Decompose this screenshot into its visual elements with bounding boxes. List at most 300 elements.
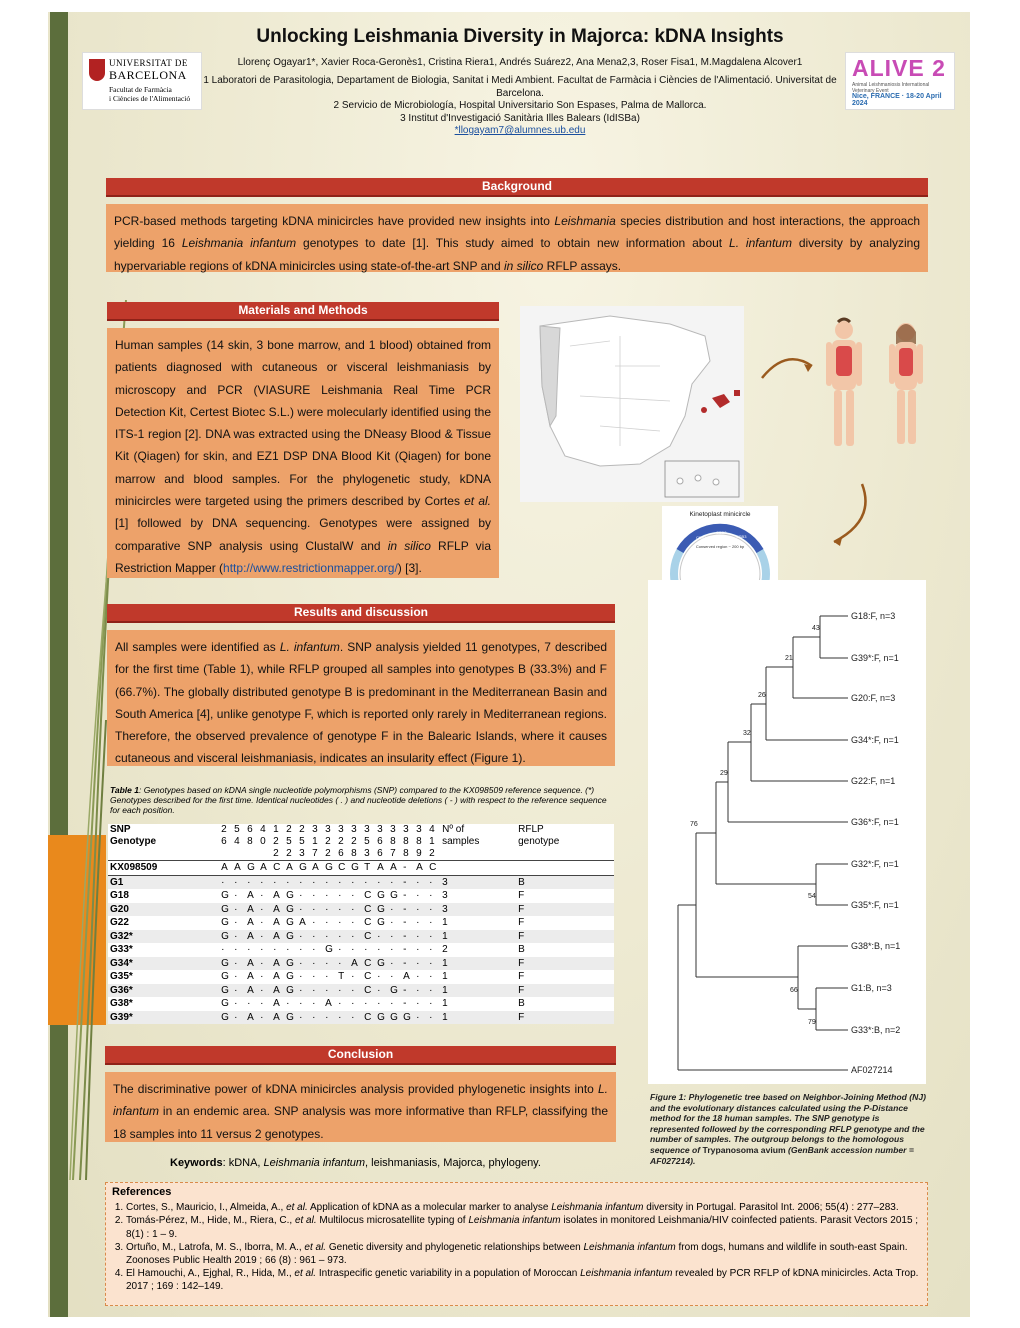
university-barcelona-logo (82, 52, 202, 110)
nucleotide-cell: · (349, 875, 362, 889)
genotype-cell: G1 (108, 875, 219, 889)
tree-leaf: G35*:F, n=1 (851, 900, 899, 910)
bootstrap-value: 76 (690, 821, 698, 828)
nucleotide-cell: · (427, 1011, 440, 1025)
nucleotide-cell: · (310, 957, 323, 971)
reference-row (108, 861, 614, 876)
nucleotide-cell: · (338, 998, 342, 1010)
table-header-position: 389 (416, 824, 422, 859)
genotype-cell: G35* (110, 971, 133, 983)
csb1-label: CSB1 (696, 535, 707, 540)
nucleotide-cell: · (429, 944, 433, 956)
table-header-position: 328 (351, 824, 357, 859)
table-header-position: 26 (221, 824, 227, 847)
nucleotide-cell: A (271, 930, 284, 944)
table-row (108, 930, 614, 944)
nucleotide-cell: · (338, 890, 342, 902)
nucleotide-cell: · (284, 875, 297, 889)
nucleotide-cell: · (390, 971, 394, 983)
genotype-cell: G20 (108, 903, 219, 917)
table-row (108, 984, 614, 998)
nucleotide-cell: A (271, 984, 284, 998)
nucleotide-cell: C (362, 984, 375, 998)
nucleotide-cell: · (349, 930, 362, 944)
nucleotide-cell: G (245, 861, 258, 876)
tree-branches (678, 616, 848, 1070)
nucleotide-cell: · (297, 957, 310, 971)
rflp-cell: F (518, 917, 525, 929)
affiliation-1: 1 Laboratori de Parasitologia, Departament de Biologia, Sanitat i Medi Ambient. Facultat de Farmàcia i Ciències de l'Alimentació. Universitat de Barcelona. (203, 75, 837, 99)
nucleotide-cell: · (297, 875, 310, 889)
nucleotide-cell: · (429, 917, 433, 929)
nucleotide-cell: C (362, 957, 375, 971)
bootstrap-value: 21 (785, 655, 793, 662)
table-row (108, 970, 614, 984)
nucleotide-cell: · (312, 998, 316, 1010)
table-row (108, 997, 614, 1011)
nucleotide-cell: · (258, 984, 271, 998)
nucleotide-cell: G (284, 903, 297, 917)
nucleotide-cell: G (219, 957, 232, 971)
nucleotide-cell: T (362, 861, 375, 876)
bootstrap-value: 66 (790, 987, 798, 994)
tree-leaf: AF027214 (851, 1065, 893, 1075)
nucleotide-cell: · (323, 903, 336, 917)
tree-leaf: G33*:B, n=2 (851, 1025, 901, 1035)
results-text: All samples were identified as L. infantum. SNP analysis yielded 11 genotypes, 7 described for the first time (Table 1), while RFLP grouped all samples into genotypes B (33.3%) and F (66.7%). The globally distributed genotype B is predominant in the Mediterranean Basin and South America [4], unlike genotype F, which is reported only rarely in Mediterranean regions. Therefore, the observed prevalence of genotype F in the Balearic Islands, where it causes cutaneous and visceral leishmaniasis, indicates an insularity effect (Figure 1). (107, 630, 615, 766)
nucleotide-cell: G (284, 930, 297, 944)
nucleotide-cell: · (388, 930, 401, 944)
nucleotide-cell: · (351, 890, 355, 902)
nucleotide-cell: · (247, 998, 251, 1010)
nucleotide-cell: A (232, 861, 245, 876)
nucleotide-cell: A (247, 917, 254, 929)
samples-cell: 1 (442, 998, 448, 1010)
keywords: Keywords: kDNA, Leishmania infantum, leishmaniasis, Majorca, phylogeny. (170, 1157, 541, 1169)
nucleotide-cell: · (362, 875, 375, 889)
reference-item: 3. Ortuño, M., Latrofa, M. S., Iborra, M. A., et al. Genetic diversity and phylogenetic relationships between Leishmania infantum from dogs, humans and wildlife in south-east Spain. Zoonoses Public Health 2019 ; 66 (8) : 961 – 973. (126, 1241, 921, 1267)
nucleotide-cell: · (351, 944, 355, 956)
nucleotide-cell: · (336, 957, 349, 971)
nucleotide-cell: · (377, 944, 381, 956)
nucleotide-cell: · (234, 890, 238, 902)
nucleotide-cell: · (349, 984, 362, 998)
bootstrap-value: 79 (808, 1019, 816, 1026)
nucleotide-cell: G (375, 903, 388, 917)
nucleotide-cell: - (401, 903, 414, 917)
ub-crest-icon (89, 59, 105, 81)
nucleotide-cell: · (312, 890, 316, 902)
spain-map (520, 306, 744, 502)
references-heading: References (112, 1186, 172, 1198)
nucleotide-cell: · (260, 890, 264, 902)
authors: Llorenç Ogayar1*, Xavier Roca-Geronès1, Cristina Riera1, Andrés Suárez2, Ana Mena2,3, Roser Fisa1, M.Magdalena Alcover1 (237, 57, 803, 68)
restriction-mapper-link[interactable]: http://www.restrictionmapper.org/ (223, 560, 398, 575)
nucleotide-cell: · (323, 957, 336, 971)
nucleotide-cell: A (273, 917, 280, 929)
alive-logo-sub: Animal Leishmaniosis International Veterinary Event (852, 82, 930, 94)
tree-leaf: G18:F, n=3 (851, 611, 896, 621)
nucleotide-cell: · (429, 971, 433, 983)
csb2-label: CSB2 (716, 530, 727, 535)
nucleotide-cell: · (390, 998, 394, 1010)
samples-cell: 1 (440, 930, 516, 944)
table-row (108, 957, 614, 971)
nucleotide-cell: · (390, 944, 394, 956)
conserved-label: Conserved region ~ 200 bp (695, 544, 745, 549)
nucleotide-cell: · (427, 984, 440, 998)
nucleotide-cell: G (297, 861, 310, 876)
nucleotide-cell: - (403, 917, 407, 929)
genotype-cell: G18 (110, 890, 129, 902)
nucleotide-cell: · (325, 890, 329, 902)
nucleotide-cell: · (416, 890, 420, 902)
reference-item: 1. Cortes, S., Mauricio, I., Almeida, A., et al. Application of kDNA as a molecular marker to analyse Leishmania infantum diversity in Portugal. Parasitol Int. 2006; 55(4) : 277–283. (126, 1201, 921, 1214)
ub-logo-line2: BARCELONA (109, 68, 187, 82)
nucleotide-cell: · (336, 903, 349, 917)
genotype-cell: G38* (110, 998, 133, 1010)
table-row (108, 903, 614, 917)
table-header-position: 40 (260, 824, 266, 847)
tree-leaf: G20:F, n=3 (851, 693, 896, 703)
nucleotide-cell: G (377, 890, 385, 902)
nucleotide-cell: · (351, 998, 355, 1010)
nucleotide-cell: · (351, 917, 355, 929)
kdna-title: Kinetoplast minicircle (689, 511, 751, 518)
bootstrap-value: 32 (743, 730, 751, 737)
nucleotide-cell: · (323, 930, 336, 944)
genotype-cell: G34* (108, 957, 219, 971)
table-header-position: 322 (325, 824, 331, 859)
conclusion-heading: Conclusion (105, 1046, 616, 1065)
ub-logo-line1: UNIVERSITAT DE (109, 58, 188, 68)
nucleotide-cell: · (375, 875, 388, 889)
affiliation-3: 3 Institut d'Investigació Sanitària Illes Balears (IdISBa) (400, 112, 640, 124)
alive-logo-place: Nice, FRANCE · 18-20 April 2024 (852, 93, 942, 107)
nucleotide-cell: G (284, 957, 297, 971)
table-row (108, 916, 614, 930)
nucleotide-cell: · (349, 903, 362, 917)
nucleotide-cell: · (232, 984, 245, 998)
nucleotide-cell: A (258, 861, 271, 876)
nucleotide-cell: · (312, 944, 316, 956)
nucleotide-cell: · (260, 944, 264, 956)
nucleotide-cell: A (271, 1011, 284, 1025)
nucleotide-cell: · (286, 998, 290, 1010)
nucleotide-cell: · (427, 930, 440, 944)
nucleotide-cell: - (401, 930, 414, 944)
samples-cell: 1 (440, 984, 516, 998)
nucleotide-cell: · (388, 903, 401, 917)
nucleotide-cell: A (325, 998, 332, 1010)
rflp-cell: B (516, 875, 614, 889)
affiliations (200, 75, 840, 125)
nucleotide-cell: · (427, 903, 440, 917)
nucleotide-cell: C (362, 930, 375, 944)
tree-bootstrap-values (690, 625, 820, 1026)
nucleotide-cell: · (416, 971, 420, 983)
nucleotide-cell: · (232, 1011, 245, 1025)
csb3-label: CSB3 (736, 534, 747, 539)
table-row (108, 889, 614, 903)
nucleotide-cell: · (258, 957, 271, 971)
tree-leaf: G38*:B, n=1 (851, 941, 901, 951)
nucleotide-cell: · (390, 917, 394, 929)
genotype-cell: G36* (108, 984, 219, 998)
nucleotide-cell: G (390, 890, 398, 902)
nucleotide-cell: · (323, 875, 336, 889)
nucleotide-cell: G (325, 944, 333, 956)
nucleotide-cell: · (234, 998, 238, 1010)
nucleotide-cell: T (338, 971, 345, 983)
alive-logo-name: ALIVE 2 (852, 55, 946, 81)
nucleotide-cell: · (234, 917, 238, 929)
results-heading: Results and discussion (107, 604, 615, 623)
nucleotide-cell: - (403, 944, 407, 956)
nucleotide-cell: A (271, 903, 284, 917)
rflp-cell: F (516, 984, 614, 998)
nucleotide-cell: · (234, 971, 238, 983)
nucleotide-cell: G (286, 917, 294, 929)
nucleotide-cell: · (364, 998, 368, 1010)
nucleotide-cell: · (414, 984, 427, 998)
nucleotide-cell: A (414, 861, 427, 876)
tree-leaf-labels (851, 611, 900, 1075)
samples-cell: 1 (440, 957, 516, 971)
nucleotide-cell: A (273, 971, 280, 983)
nucleotide-cell: · (336, 984, 349, 998)
nucleotide-cell: G (221, 971, 229, 983)
nucleotide-cell: · (258, 1011, 271, 1025)
nucleotide-cell: · (299, 971, 303, 983)
reference-item: 4. El Hamouchi, A., Ejghal, R., Hida, M., et al. Intraspecific genetic variability in a population of Moroccan Leishmania infantum revealed by PCR RFLP of kDNA minicircles. Acta Trop. 2017 ; 169 : 142–149. (126, 1267, 921, 1293)
nucleotide-cell: · (323, 984, 336, 998)
nucleotide-cell: · (232, 930, 245, 944)
poster-title: Unlocking Leishmania Diversity in Majorca: kDNA Insights (256, 26, 784, 47)
nucleotide-cell: A (245, 984, 258, 998)
nucleotide-cell: G (349, 861, 362, 876)
nucleotide-cell: G (219, 903, 232, 917)
nucleotide-cell: · (429, 998, 433, 1010)
nucleotide-cell: A (247, 890, 254, 902)
table-header-position: 326 (338, 824, 344, 859)
table-header-position: 54 (234, 824, 240, 847)
nucleotide-cell: · (427, 957, 440, 971)
nucleotide-cell: G (388, 984, 401, 998)
nucleotide-cell: · (299, 998, 303, 1010)
nucleotide-cell: A (375, 861, 388, 876)
bootstrap-value: 54 (808, 893, 816, 900)
nucleotide-cell: · (258, 930, 271, 944)
table-header-position: 387 (390, 824, 396, 859)
table-header-position: 68 (247, 824, 253, 847)
phylogenetic-tree (648, 580, 926, 1084)
methods-text: Human samples (14 skin, 3 bone marrow, and 1 blood) obtained from patients diagnosed with cutaneous or visceral leishmaniasis by microscopy and PCR (VIASURE Leishmania Real Time PCR Detection Kit, Certest Biotec S.L.) were molecularly identified using the ITS-1 region [2]. DNA was extracted using the DNeasy Blood & Tissue Kit (Qiagen) for skin, and EZ1 DSP DNA Blood Kit (Qiagen) for bone marrow and blood samples. For the phylogenetic study, kDNA minicircles were targeted using the primers described by Cortes et al. [1] followed by DNA sequencing. Genotypes were assigned by comparative SNP analysis using ClustalW and in silico RFLP via Restriction Mapper (http://www.restrictionmapper.org/) [3]. (107, 328, 499, 578)
ub-logo-faculty: Facultat de Farmàcia i Ciències de l'Alimentació (109, 85, 191, 103)
rflp-cell: F (516, 903, 614, 917)
arrow-to-humans-icon (758, 348, 818, 388)
samples-cell: 3 (440, 875, 516, 889)
table-header-position: 353 (364, 824, 370, 859)
nucleotide-cell: A (271, 957, 284, 971)
nucleotide-cell: · (232, 957, 245, 971)
human-anatomy-figures (818, 316, 938, 450)
bootstrap-value: 26 (758, 692, 766, 699)
nucleotide-cell: A (245, 957, 258, 971)
nucleotide-cell: · (325, 971, 329, 983)
rflp-cell: F (518, 971, 525, 983)
nucleotide-cell: · (338, 917, 342, 929)
tree-leaf: G32*:F, n=1 (851, 859, 899, 869)
nucleotide-cell: · (429, 890, 433, 902)
nucleotide-cell: G (286, 971, 294, 983)
table-caption: Table 1: Genotypes based on kDNA single nucleotide polymorphisms (SNP) compared to the KX098509 reference sequence. (*) Genotypes described for the first time. Identical nucleotides ( . ) and nucleotide deletions ( - ) with respect to the reference sequence for each position. (110, 785, 607, 815)
nucleotide-cell: · (299, 890, 303, 902)
nucleotide-cell: · (427, 875, 440, 889)
bootstrap-value: 43 (812, 625, 820, 632)
nucleotide-cell: · (299, 944, 303, 956)
nucleotide-cell: · (310, 984, 323, 998)
nucleotide-cell: · (247, 944, 251, 956)
methods-heading: Materials and Methods (107, 302, 499, 321)
nucleotide-cell: · (260, 998, 264, 1010)
nucleotide-cell: · (336, 875, 349, 889)
nucleotide-cell: A (284, 861, 297, 876)
nucleotide-cell: · (414, 1011, 427, 1025)
nucleotide-cell: G (284, 984, 297, 998)
nucleotide-cell: G (219, 984, 232, 998)
nucleotide-cell: · (336, 1011, 349, 1025)
genotype-cell: G22 (110, 917, 129, 929)
nucleotide-cell: A (299, 917, 306, 929)
nucleotide-cell: · (388, 875, 401, 889)
table-header-rflp: RFLP genotype (518, 824, 560, 847)
nucleotide-cell: G (286, 890, 294, 902)
nucleotide-cell: · (297, 984, 310, 998)
samples-cell (440, 861, 516, 876)
table-header-position: 253 (299, 824, 305, 859)
rflp-cell: F (516, 930, 614, 944)
nucleotide-cell: · (375, 984, 388, 998)
nucleotide-cell: · (416, 944, 420, 956)
table-header-position: 122 (273, 824, 279, 859)
samples-cell: 2 (442, 944, 448, 956)
nucleotide-cell: A (388, 861, 401, 876)
tree-leaf: G39*:F, n=1 (851, 653, 899, 663)
nucleotide-cell: G (377, 917, 385, 929)
samples-cell: 1 (442, 917, 448, 929)
background-heading: Background (106, 178, 928, 197)
bootstrap-value: 29 (720, 770, 728, 777)
nucleotide-cell: · (258, 875, 271, 889)
rflp-cell: F (518, 890, 525, 902)
table-row (108, 943, 614, 957)
nucleotide-cell: · (388, 957, 401, 971)
email-link[interactable]: *llogayam7@alumnes.ub.edu (454, 125, 586, 136)
nucleotide-cell: - (401, 984, 414, 998)
poster-header (200, 26, 840, 136)
nucleotide-cell: C (271, 861, 284, 876)
nucleotide-cell: · (338, 944, 342, 956)
nucleotide-cell: G (221, 890, 229, 902)
nucleotide-cell: G (221, 917, 229, 929)
nucleotide-cell: G (375, 1011, 388, 1025)
nucleotide-cell: · (414, 903, 427, 917)
table-header-position: 412 (429, 824, 435, 859)
nucleotide-cell: · (310, 1011, 323, 1025)
nucleotide-cell: · (310, 875, 323, 889)
tree-leaf: G1:B, n=3 (851, 983, 892, 993)
nucleotide-cell: · (312, 917, 316, 929)
table-header-samples: Nº of samples (442, 824, 480, 847)
nucleotide-cell: · (351, 971, 355, 983)
nucleotide-cell: G (401, 1011, 414, 1025)
references-box (105, 1182, 928, 1306)
samples-cell: 1 (440, 1011, 516, 1025)
left-decor-bar (50, 12, 68, 1317)
nucleotide-cell: C (364, 917, 372, 929)
tree-leaf: G22:F, n=1 (851, 776, 896, 786)
nucleotide-cell: A (245, 903, 258, 917)
genotype-cell: G39* (108, 1011, 219, 1025)
nucleotide-cell: C (336, 861, 349, 876)
nucleotide-cell: G (219, 1011, 232, 1025)
nucleotide-cell: · (336, 930, 349, 944)
table-header-row (108, 824, 614, 861)
nucleotide-cell: A (273, 890, 280, 902)
conclusion-text: The discriminative power of kDNA minicircles analysis provided phylogenetic insights into L. infantum in an endemic area. SNP analysis was more informative than RFLP, classifying the 18 samples into 11 versus 2 genotypes. (105, 1072, 616, 1142)
rflp-cell: F (516, 1011, 614, 1025)
nucleotide-cell: A (219, 861, 232, 876)
nucleotide-cell: · (260, 917, 264, 929)
genotype-cell: G32* (108, 930, 219, 944)
rflp-cell: B (518, 998, 525, 1010)
nucleotide-cell: · (258, 903, 271, 917)
nucleotide-cell: G (284, 1011, 297, 1025)
nucleotide-cell: - (401, 957, 414, 971)
nucleotide-cell: A (245, 1011, 258, 1025)
nucleotide-cell: · (375, 930, 388, 944)
nucleotide-cell: · (245, 875, 258, 889)
nucleotide-cell: · (286, 944, 290, 956)
samples-cell: 1 (442, 971, 448, 983)
alive2-logo (845, 52, 955, 110)
samples-cell: 3 (442, 890, 448, 902)
background-text: PCR-based methods targeting kDNA minicircles have provided new insights into Leishmania species distribution and host interactions, the approach yielding 16 Leishmania infantum genotypes to date [1]. This study aimed to obtain new information about L. infantum diversity by analyzing hypervariable regions of kDNA minicircles using state-of-the-art SNP and in silico RFLP assays. (106, 204, 928, 272)
tree-leaf: G34*:F, n=1 (851, 735, 899, 745)
nucleotide-cell: C (362, 1011, 375, 1025)
nucleotide-cell: · (349, 1011, 362, 1025)
nucleotide-cell: A (247, 971, 254, 983)
nucleotide-cell: · (414, 875, 427, 889)
affiliation-2: 2 Servicio de Microbiología, Hospital Universitario Son Espases, Palma de Mallorca. (333, 100, 707, 111)
nucleotide-cell: · (377, 971, 381, 983)
nucleotide-cell: - (401, 875, 414, 889)
rflp-cell (516, 861, 614, 876)
nucleotide-cell: A (403, 971, 410, 983)
nucleotide-cell: · (414, 957, 427, 971)
nucleotide-cell: · (271, 875, 284, 889)
nucleotide-cell: · (297, 930, 310, 944)
nucleotide-cell: · (310, 930, 323, 944)
table-header-position: 252 (286, 824, 292, 859)
nucleotide-cell: · (219, 875, 232, 889)
nucleotide-cell: A (349, 957, 362, 971)
nucleotide-cell: G (219, 930, 232, 944)
table-row (108, 1011, 614, 1025)
nucleotide-cell: · (312, 971, 316, 983)
nucleotide-cell: · (325, 917, 329, 929)
